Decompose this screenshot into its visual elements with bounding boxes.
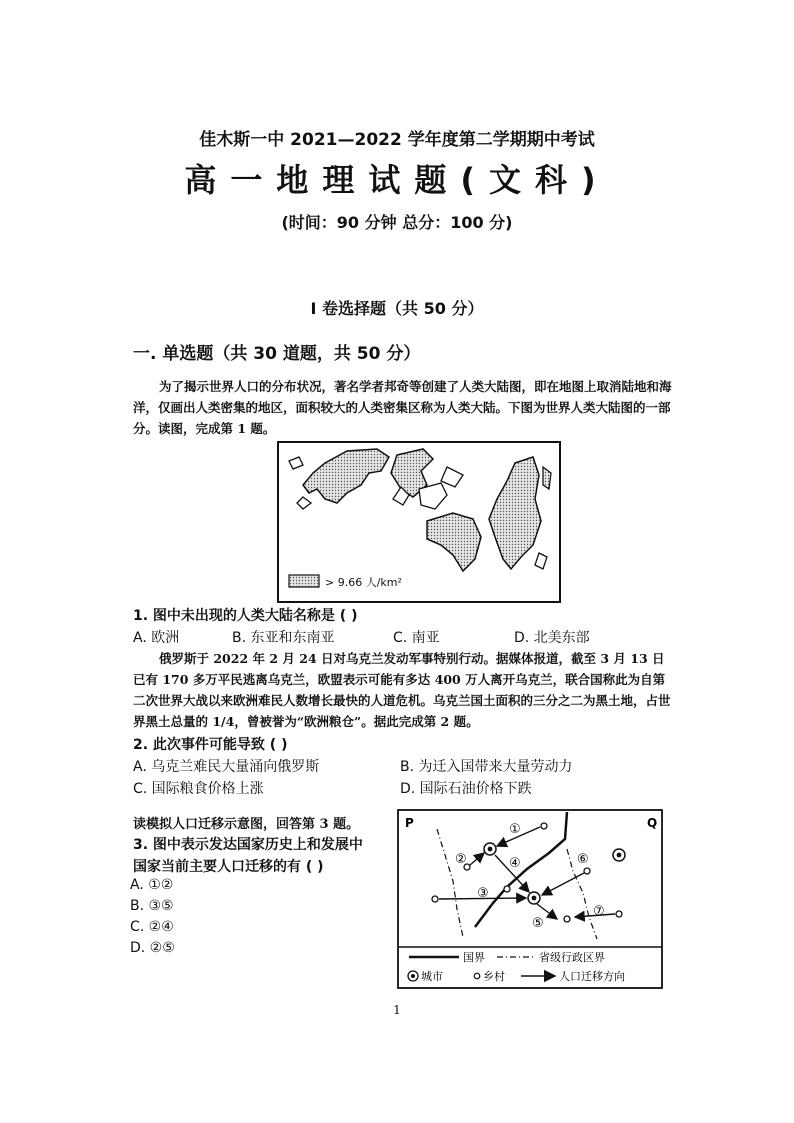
village-symbol [616, 911, 622, 917]
intro-paragraph-1: 为了揭示世界人口的分布状况，著名学者邦奇等创建了人类大陆图，即在地图上取消陆地和海洋，仅画出人类密集的地区，面积较大的人类密集区称为人类大陆。下图为世界人类大陆图的一部分。读图，完成第 1 题。 [133, 379, 672, 436]
legend-migration-label: 人口迁移方向 [559, 970, 625, 983]
legend-village-label: 乡村 [483, 970, 505, 983]
exam-subject-title: 高一地理试题(文科) [184, 161, 610, 199]
legend-swatch [289, 575, 319, 587]
village-symbol [564, 916, 570, 922]
q1-option-d[interactable]: D. 北美东部 [514, 630, 590, 646]
village-symbol [504, 886, 510, 892]
corner-label-p: P [405, 816, 414, 830]
arrow-number-1: ① [509, 822, 521, 837]
q3-option-c[interactable]: C. ②④ [130, 919, 174, 935]
migration-diagram [397, 809, 663, 989]
arrow-number-5: ⑤ [532, 916, 544, 931]
section-title: I 卷选择题（共 50 分） [310, 299, 484, 318]
corner-label-q: Q [647, 816, 658, 830]
legend-city-symbol [408, 971, 418, 981]
village-symbol [584, 868, 590, 874]
q3-option-b[interactable]: B. ③⑤ [130, 898, 174, 914]
legend-national-border-label: 国界 [463, 951, 485, 964]
arrow-number-6: ⑥ [577, 852, 589, 867]
legend-city-label: 城市 [421, 970, 443, 983]
city-symbol [484, 843, 496, 855]
q2-option-c[interactable]: C. 国际粮食价格上涨 [133, 781, 264, 797]
question-3-stem-line2: 国家当前主要人口迁移的有 ( ) [133, 859, 324, 875]
q1-option-b[interactable]: B. 东亚和东南亚 [232, 630, 335, 646]
village-symbol [541, 823, 547, 829]
q3-option-d[interactable]: D. ②⑤ [130, 940, 175, 956]
city-symbol [613, 849, 625, 861]
village-symbol [432, 896, 438, 902]
arrow-number-4: ④ [509, 856, 521, 871]
q2-option-b[interactable]: B. 为迁入国带来大量劳动力 [400, 759, 573, 775]
q3-option-a[interactable]: A. ①② [130, 877, 174, 893]
intro-paragraph-3: 读模拟人口迁移示意图，回答第 3 题。 [133, 817, 360, 832]
arrow-number-3: ③ [477, 886, 489, 901]
question-2-stem: 2. 此次事件可能导致 ( ) [133, 737, 288, 753]
part-title: 一. 单选题（共 30 道题，共 50 分） [133, 344, 421, 364]
legend-provincial-border-label: 省级行政区界 [539, 951, 605, 964]
question-1-stem: 1. 图中未出现的人类大陆名称是 ( ) [133, 608, 358, 624]
exam-header-line: 佳木斯一中 2021—2022 学年度第二学期期中考试 [199, 130, 595, 150]
question-3-stem-line1: 3. 图中表示发达国家历史上和发展中 [133, 837, 363, 853]
arrow-number-2: ② [455, 852, 467, 867]
legend-label: > 9.66 人/km² [325, 576, 402, 589]
q1-option-c[interactable]: C. 南亚 [393, 630, 440, 646]
human-continent-map [277, 441, 561, 603]
page-number: 1 [393, 1003, 401, 1017]
city-symbol [528, 892, 540, 904]
exam-time-info: (时间：90 分钟 总分：100 分) [281, 213, 513, 232]
q2-option-a[interactable]: A. 乌克兰难民大量涌向俄罗斯 [133, 759, 320, 775]
intro-paragraph-2: 俄罗斯于 2022 年 2 月 24 日对乌克兰发动军事特别行动。据媒体报道，截至 3 月 13 日已有 170 多万平民逃离乌克兰，欧盟表示可能有多达 400 万人离开乌克兰，联合国称此为自第二次世界大战以来欧洲难民人数增长最快的人道危机。乌克兰国土面积的三分之二为黑土地，占世界黑土总量的 1/4，曾被誉为“欧洲粮仓”。据此完成第 2 题。 [133, 651, 671, 729]
legend-village-symbol [474, 973, 480, 979]
q2-option-d[interactable]: D. 国际石油价格下跌 [400, 781, 532, 797]
q1-option-a[interactable]: A. 欧洲 [133, 630, 180, 646]
arrow-number-7: ⑦ [593, 904, 605, 919]
